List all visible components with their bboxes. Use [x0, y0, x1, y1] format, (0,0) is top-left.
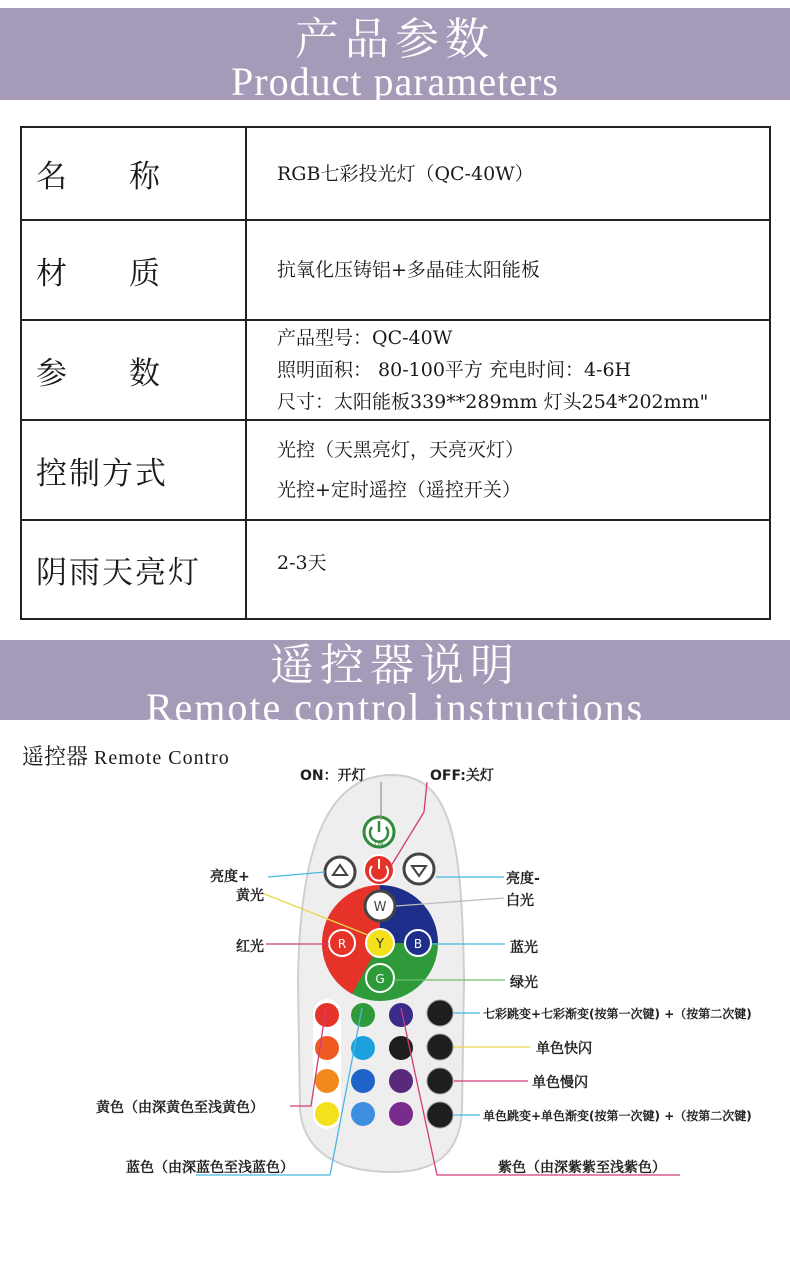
color-button	[351, 1069, 375, 1093]
param-line: RGB七彩投光灯（QC-40W）	[277, 162, 534, 185]
color-button	[389, 1003, 413, 1027]
parameters-table	[20, 126, 771, 620]
brightness-down-button	[404, 854, 434, 884]
fast-flash-button	[427, 1034, 453, 1060]
remote-instructions-banner	[0, 640, 790, 730]
svg-text:W: W	[373, 900, 387, 915]
table-row	[21, 520, 770, 619]
color-button	[389, 1069, 413, 1093]
color-button	[389, 1102, 413, 1126]
param-line: 2-3天	[277, 552, 327, 574]
color-button	[315, 1102, 339, 1126]
on-button	[364, 817, 394, 848]
param-key: 控制方式	[21, 420, 246, 520]
table-row	[21, 320, 770, 420]
param-value	[246, 127, 770, 220]
label-on: ON：开灯	[300, 768, 366, 784]
svg-text:B: B	[413, 937, 423, 951]
remote-title: 遥控器 Remote Contro	[22, 745, 230, 770]
param-value	[246, 320, 770, 420]
label-yellow-light: 黄光	[236, 888, 264, 904]
param-key: 材 质	[21, 220, 246, 320]
param-line: 光控（天黑亮灯，天亮灭灯）	[277, 439, 525, 461]
param-value	[246, 520, 770, 619]
slow-flash-button	[427, 1068, 453, 1094]
banner-title-en: Remote control instructions	[145, 685, 645, 730]
svg-text:R: R	[337, 937, 347, 951]
color-button	[315, 1069, 339, 1093]
label-off: OFF:关灯	[430, 768, 494, 784]
label-yellow-range: 黄色（由深黄色至浅黄色）	[96, 1100, 264, 1116]
color-wheel	[322, 885, 438, 1001]
label-seven-color: 七彩跳变+七彩渐变(按第一次键) +（按第二次键)	[483, 1007, 752, 1021]
off-button	[364, 855, 394, 885]
mono-jump-button	[427, 1102, 453, 1128]
param-line: 光控+定时遥控（遥控开关）	[277, 479, 521, 501]
product-parameters-banner	[0, 8, 790, 104]
banner-title-cn: 遥控器说明	[270, 640, 520, 691]
seven-color-button	[427, 1000, 453, 1026]
label-mono-fast: 单色快闪	[536, 1041, 592, 1057]
param-key: 阴雨天亮灯	[21, 520, 246, 619]
color-button	[315, 1003, 339, 1027]
table-row	[21, 127, 770, 220]
param-value	[246, 420, 770, 520]
svg-text:G: G	[375, 972, 385, 986]
brightness-up-button	[325, 857, 355, 887]
table-row	[21, 220, 770, 320]
svg-text:ON: ON	[374, 841, 384, 848]
color-button	[351, 1003, 375, 1027]
param-value	[246, 220, 770, 320]
param-key: 名 称	[21, 127, 246, 220]
param-line: 抗氧化压铸铝+多晶硅太阳能板	[277, 259, 540, 281]
param-line: 产品型号：QC-40W	[277, 327, 453, 349]
table-row	[21, 420, 770, 520]
label-brightness-up: 亮度+	[210, 869, 250, 885]
label-brightness-down: 亮度-	[506, 871, 540, 887]
color-button	[351, 1102, 375, 1126]
label-green-light: 绿光	[510, 975, 538, 991]
label-blue-light: 蓝光	[510, 940, 538, 956]
param-line: 照明面积： 80-100平方 充电时间：4-6H	[277, 359, 632, 381]
label-white-light: 白光	[506, 893, 534, 909]
label-mono-jump: 单色跳变+单色渐变(按第一次键) +（按第二次键)	[483, 1109, 752, 1123]
banner-title-en: Product parameters	[231, 59, 559, 104]
label-purple-range: 紫色（由深紫紫至浅紫色）	[498, 1160, 666, 1176]
svg-text:Y: Y	[376, 937, 384, 952]
banner-title-cn: 产品参数	[295, 14, 495, 65]
label-mono-slow: 单色慢闪	[532, 1075, 588, 1091]
param-key: 参 数	[21, 320, 246, 420]
param-line: 尺寸：太阳能板339**289mm 灯头254*202mm"	[277, 391, 709, 413]
label-blue-range: 蓝色（由深蓝色至浅蓝色）	[126, 1160, 294, 1176]
label-red-light: 红光	[236, 939, 264, 955]
